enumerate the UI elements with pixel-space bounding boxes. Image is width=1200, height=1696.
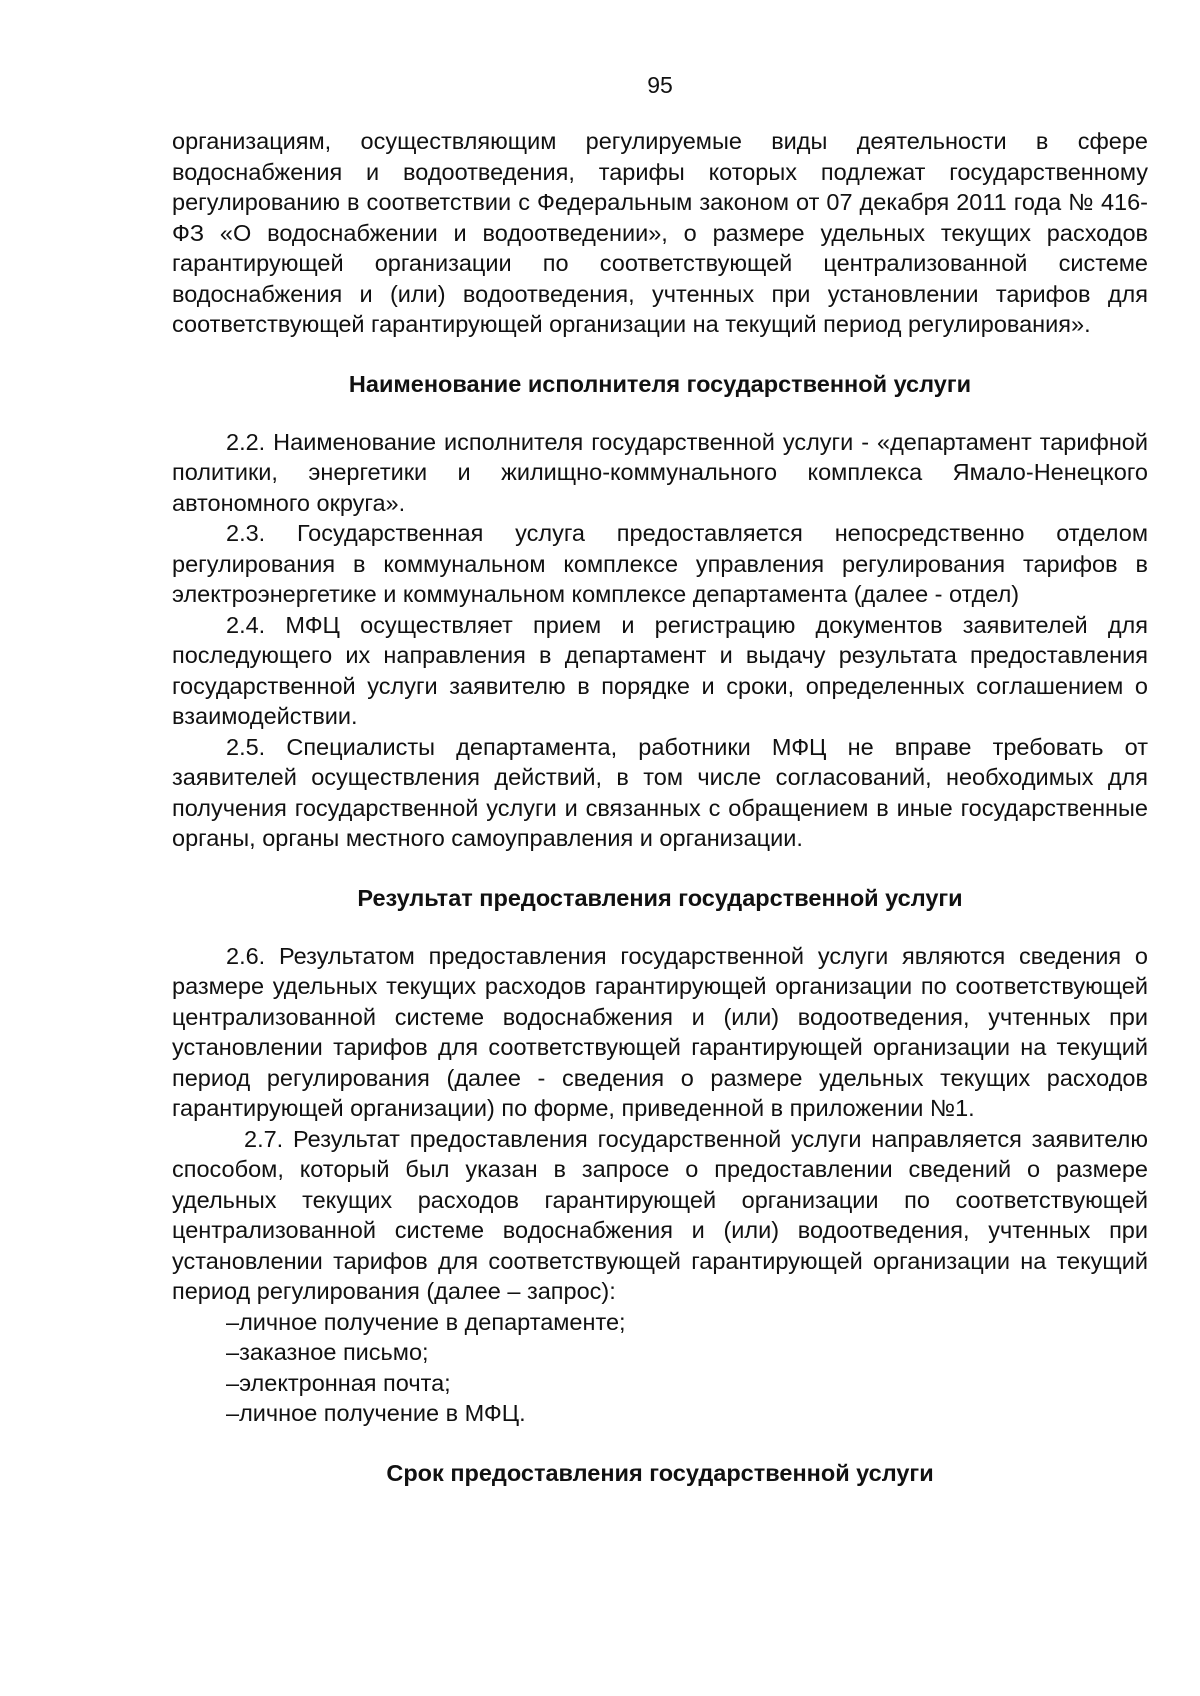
intro-paragraph: организациям, осуществляющим регулируемые виды деятельности в сфере водоснабжения и водоотведения, тарифы которых подлежат государственному регулированию в соответствии с Федеральным законом от 07 декабря 2011 года № 416-ФЗ «О водоснабжении и водоотведении», о размере удельных текущих расходов гарантирующей организации по соответствующей централизованной системе водоснабжения и (или) водоотведения, учтенных при установлении тарифов для соответствующей гарантирующей организации на текущий период регулирования». — [172, 128, 1148, 337]
paragraph-2-7: 2.7. Результат предоставления государственной услуги направляется заявителю способом, который был указан в запросе о предоставлении сведений о размере удельных текущих расходов гарантирующей организации по соответствующей централизованной системе водоснабжения и (или) водоотведения, учтенных при установлении тарифов для соответствующей гарантирующей организации на текущий период регулирования (далее – запрос): — [172, 1125, 1148, 1304]
paragraph-2-5: 2.5. Специалисты департамента, работники МФЦ не вправе требовать от заявителей осуществления действий, в том числе согласований, необходимых для получения государственной услуги и связанных с обращением в иные государственные органы, органы местного самоуправления и организации. — [172, 733, 1148, 851]
paragraph-2-4: 2.4. МФЦ осуществляет прием и регистрацию документов заявителей для последующего их направления в департамент и выдачу результата предоставления государственной услуги заявителю в порядке и сроки, определенных соглашением о взаимодействии. — [172, 611, 1148, 729]
heading-executor: Наименование исполнителя государственной услуги — [348, 370, 972, 397]
list-item: – заказное письмо; — [226, 1337, 1148, 1368]
list-item: – электронная почта; — [226, 1368, 1148, 1399]
list-item: – личное получение в департаменте; — [226, 1307, 1148, 1338]
heading-result: Результат предоставления государственной услуги — [357, 884, 963, 911]
page-number: 95 — [647, 72, 673, 98]
paragraph-2-2: 2.2. Наименование исполнителя государственной услуги - «департамент тарифной политики, энергетики и жилищно-коммунального комплекса Ямало-Ненецкого автономного округа». — [172, 428, 1148, 516]
delivery-methods-list — [172, 1307, 1148, 1429]
paragraph-2-3: 2.3. Государственная услуга предоставляется непосредственно отделом регулирования в коммунальном комплексе управления регулирования тарифов в электроэнергетике и коммунальном комплексе департамента (далее - отдел) — [172, 520, 1148, 607]
heading-term: Срок предоставления государственной услуги — [386, 1459, 934, 1486]
paragraph-2-6: 2.6. Результатом предоставления государственной услуги являются сведения о размере удельных текущих расходов гарантирующей организации по соответствующей централизованной системе водоснабжения и (или) водоотведения, учтенных при установлении тарифов для соответствующей гарантирующей организации на текущий период регулирования (далее - сведения о размере удельных текущих расходов гарантирующей организации) по форме, приведенной в приложении №1. — [172, 942, 1148, 1121]
document-page — [172, 0, 1148, 1696]
document-body — [172, 126, 1148, 1488]
list-item: – личное получение в МФЦ. — [226, 1398, 1148, 1429]
